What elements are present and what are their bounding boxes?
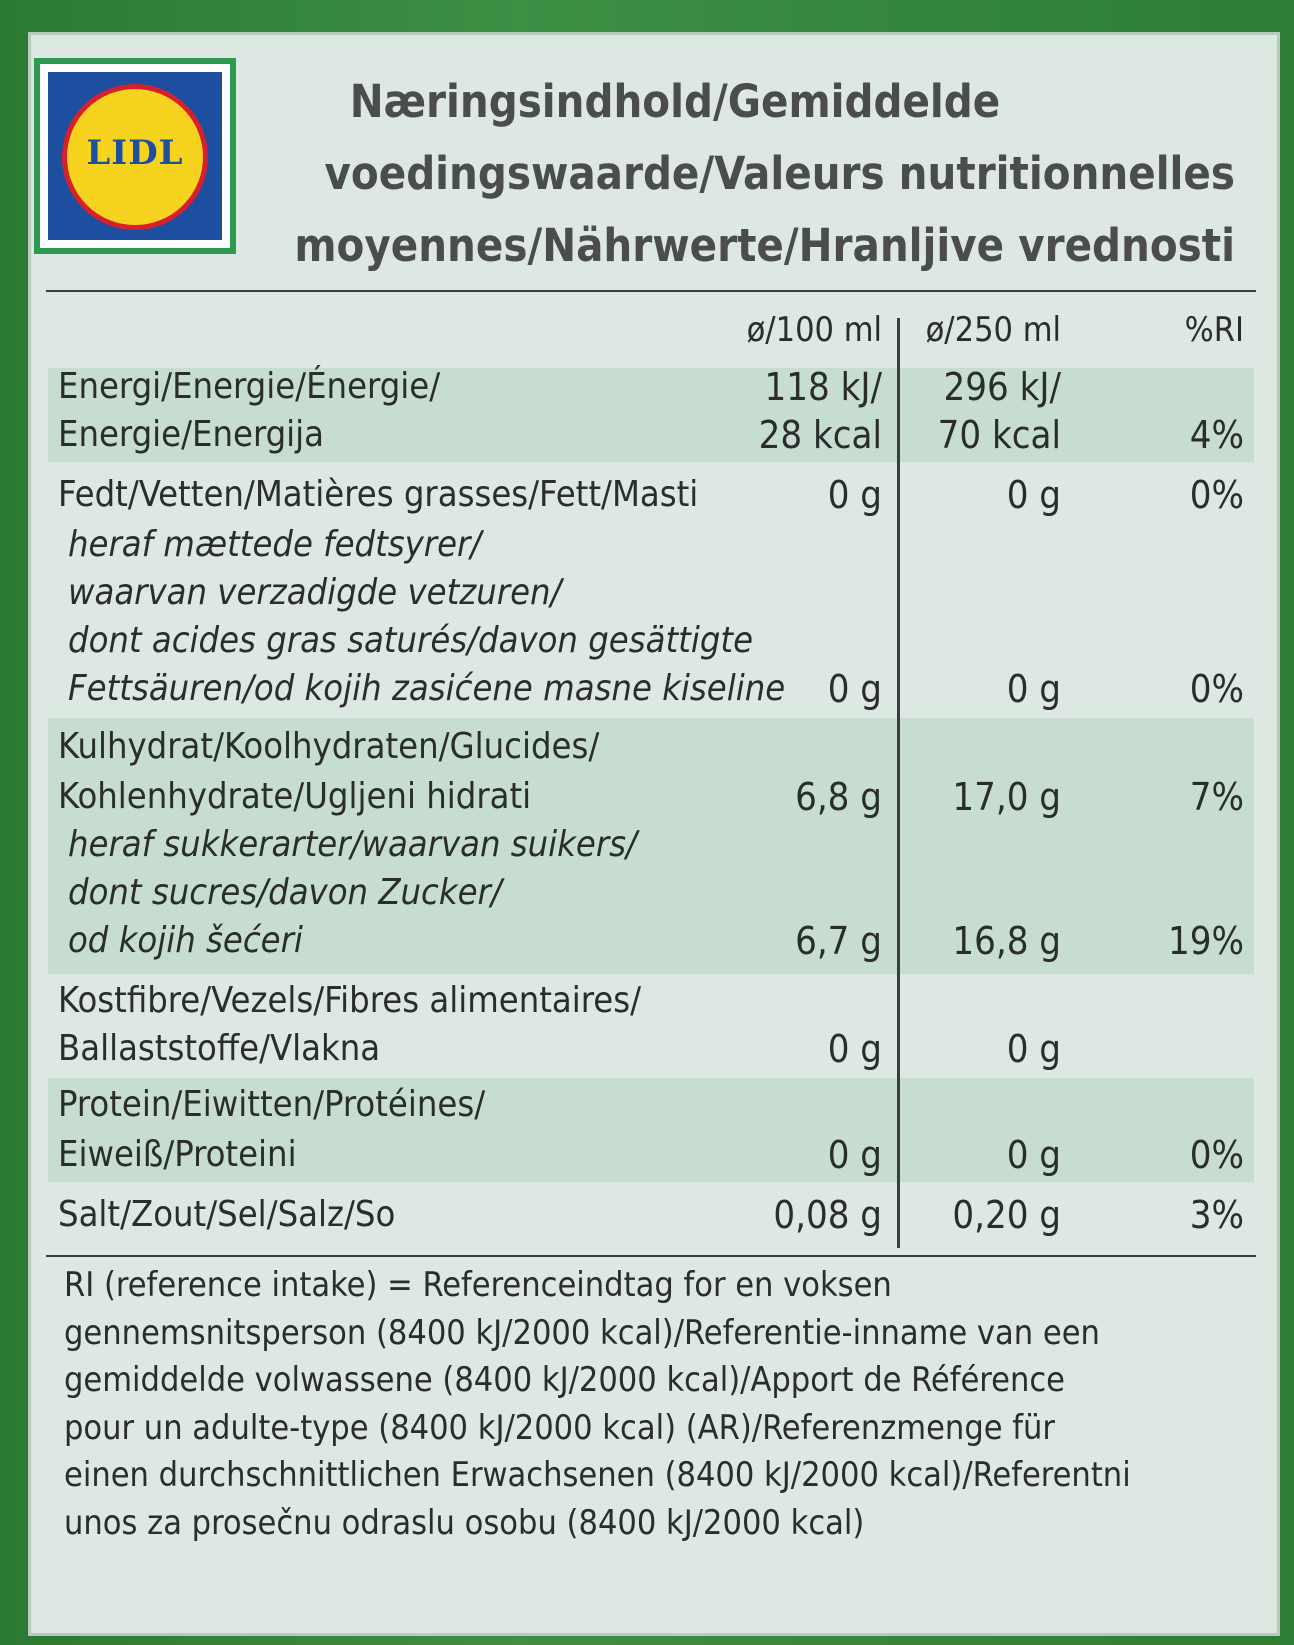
footnote-line-5: einen durchschnittlichen Erwachsenen (8400 kJ/2000 kcal)/Referentni [64,1455,1131,1495]
fibre-label-2: Ballaststoffe/Vlakna [58,1028,381,1069]
sugars-ri: 19% [1168,919,1244,963]
fat-ri: 0% [1189,473,1244,517]
fibre-per100: 0 g [827,1027,882,1071]
title-line-3: moyennes/Nährwerte/Hranljive vrednosti [294,219,1235,272]
satfat-label-2: waarvan verzadigde vetzuren/ [68,572,562,613]
fibre-label-1: Kostfibre/Vezels/Fibres alimentaires/ [58,980,641,1021]
top-rule [46,290,1256,292]
energy-per250-kcal: 70 kcal [937,413,1061,457]
satfat-per250: 0 g [1006,667,1061,711]
satfat-per100: 0 g [827,667,882,711]
satfat-label-1: heraf mættede fedtsyrer/ [68,524,482,565]
fat-label: Fedt/Vetten/Matières grasses/Fett/Masti [58,474,699,515]
title-line-1: Næringsindhold/Gemiddelde [349,75,1001,128]
logo-text: LIDL [86,133,184,173]
sugars-per100: 6,7 g [795,919,882,963]
col-header-per100: ø/100 ml [746,310,882,350]
protein-label-1: Protein/Eiwitten/Protéines/ [58,1084,486,1125]
carbs-per100: 6,8 g [795,775,882,819]
satfat-label-4: Fettsäuren/od kojih zasićene masne kiseline [68,668,786,709]
sugars-per250: 16,8 g [952,919,1061,963]
sugars-label-2: dont sucres/davon Zucker/ [68,872,502,913]
footnote-line-1: RI (reference intake) = Referenceindtag for en voksen [64,1265,892,1305]
salt-per100: 0,08 g [773,1193,882,1237]
fat-per250: 0 g [1006,473,1061,517]
title-line-2: voedingswaarde/Valeurs nutritionnelles [324,147,1235,200]
footnote-line-6: unos za prosečnu odraslu osobu (8400 kJ/2000 kcal) [64,1502,865,1543]
footnote-line-3: gemiddelde volwassene (8400 kJ/2000 kcal)/Apport de Référence [64,1360,1065,1400]
label-title [255,66,1235,282]
carbs-label-2: Kohlenhydrate/Ugljeni hidrati [58,776,532,817]
sugars-label-1: heraf sukkerarter/waarvan suikers/ [68,824,637,865]
protein-per100: 0 g [827,1133,882,1177]
bottom-rule [46,1255,1256,1257]
energy-ri: 4% [1189,413,1244,457]
salt-per250: 0,20 g [952,1193,1061,1237]
carbs-per250: 17,0 g [952,775,1061,819]
col-header-per250: ø/250 ml [925,310,1061,350]
fibre-per250: 0 g [1006,1027,1061,1071]
col-header-ri: %RI [1184,310,1244,350]
energy-per100-kj: 118 kJ/ [764,365,882,409]
footnote-line-4: pour un adulte-type (8400 kJ/2000 kcal) (AR)/Referenzmenge für [64,1407,1055,1448]
protein-label-2: Eiweiß/Proteini [58,1134,297,1175]
carbs-ri: 7% [1189,775,1244,819]
satfat-ri: 0% [1189,667,1244,711]
satfat-label-3: dont acides gras saturés/davon gesättigte [68,620,754,661]
salt-ri: 3% [1189,1193,1244,1237]
energy-per250-kj: 296 kJ/ [943,365,1061,409]
fat-per100: 0 g [827,473,882,517]
protein-per250: 0 g [1006,1133,1061,1177]
carbs-label-1: Kulhydrat/Koolhydraten/Glucides/ [58,726,600,767]
salt-label: Salt/Zout/Sel/Salz/So [58,1194,396,1235]
protein-ri: 0% [1189,1133,1244,1177]
footnote-line-2: gennemsnitsperson (8400 kJ/2000 kcal)/Referentie-inname van een [64,1312,1100,1353]
ri-footnote [64,1262,1244,1547]
column-divider [897,318,900,1248]
lidl-logo [34,58,236,254]
energy-label-2: Energie/Energija [58,414,325,455]
energy-per100-kcal: 28 kcal [758,413,882,457]
energy-label-1: Energi/Energie/Énergie/ [58,366,441,407]
sugars-label-3: od kojih šećeri [68,920,303,961]
